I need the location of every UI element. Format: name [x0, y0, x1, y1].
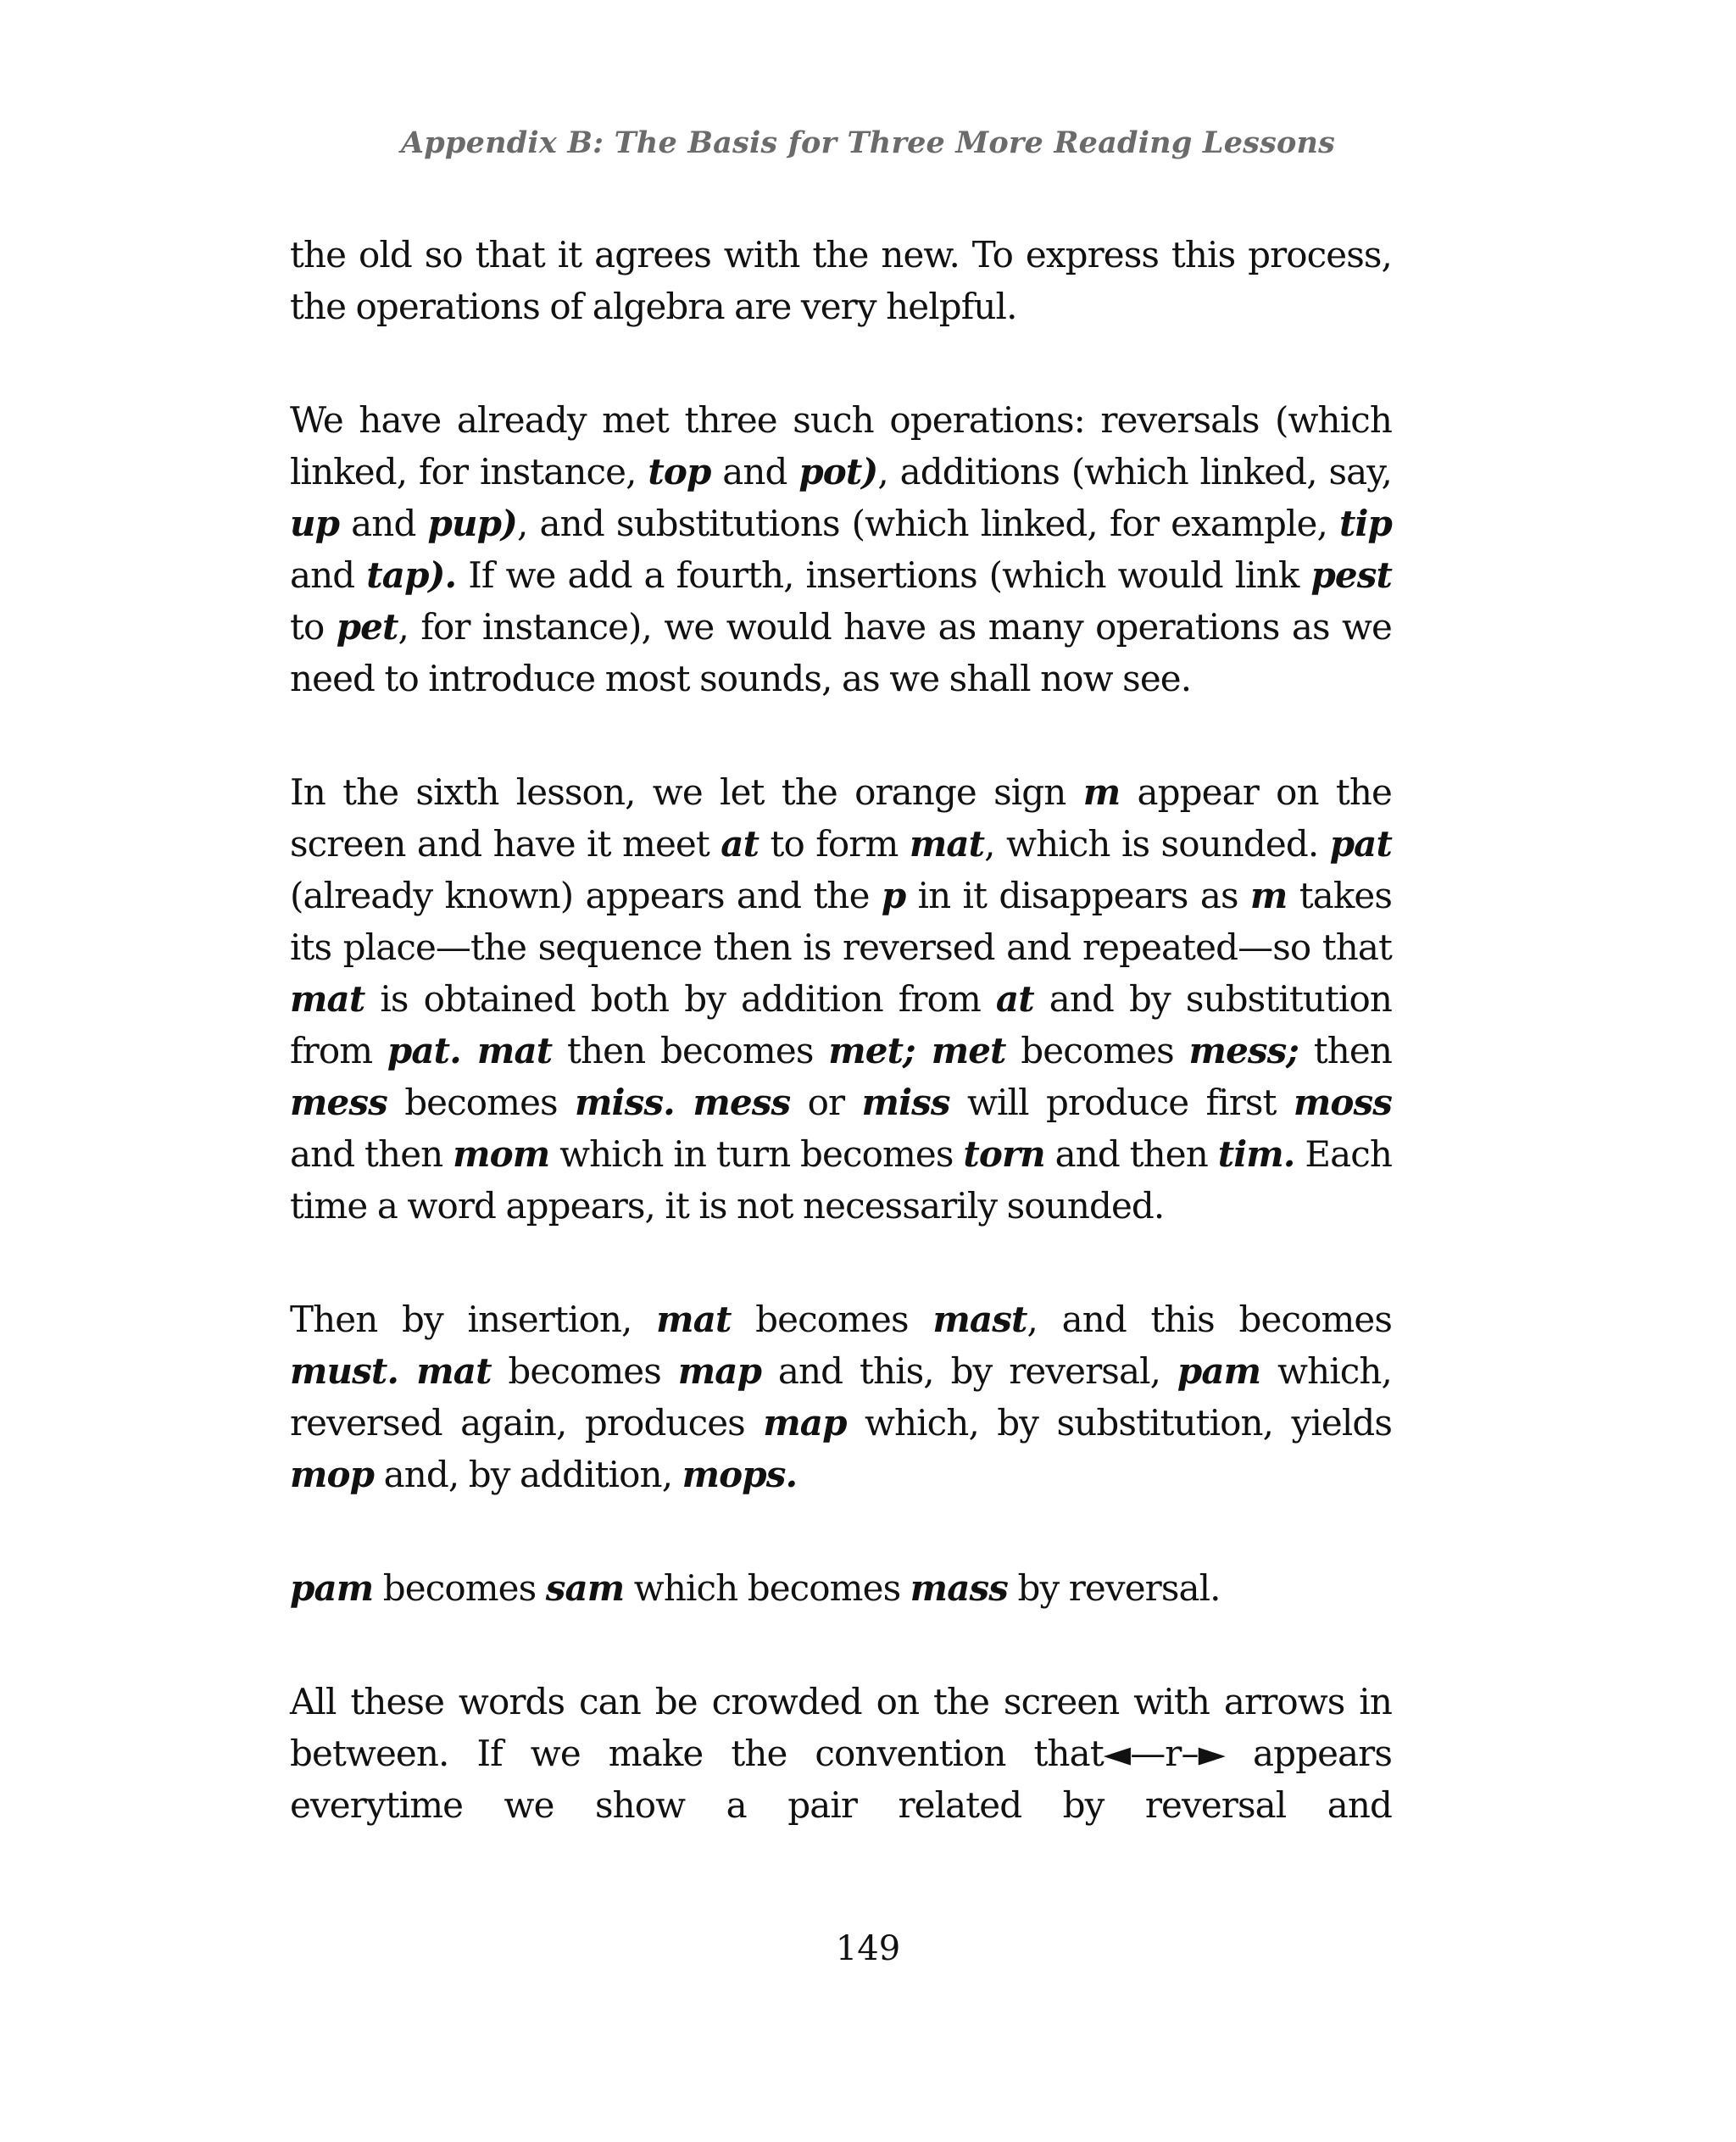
running-header: Appendix B: The Basis for Three More Reading Lessons [400, 125, 1336, 160]
emphasized-word: pest [1310, 554, 1392, 596]
text-run: which becomes [624, 1567, 910, 1609]
emphasized-word: tap). [366, 554, 457, 596]
text-run: will produce first [949, 1082, 1294, 1123]
text-run: All these words can be crowded on the screen with arrows in between. If we make the convention that◄—r–► appears everytime we show a pair related by reversal and [290, 1681, 1392, 1826]
paragraph-5 [290, 1562, 1392, 1614]
text-run: , and this becomes [1027, 1299, 1392, 1340]
text-run: becomes [1005, 1030, 1189, 1071]
emphasized-word: top [648, 451, 711, 492]
emphasized-word: tim. [1217, 1133, 1295, 1175]
text-run: which, reversed again, produces [290, 1350, 1392, 1444]
emphasized-word: must. mat [290, 1350, 492, 1392]
emphasized-word: mom [453, 1133, 550, 1175]
emphasized-word: torn [963, 1133, 1045, 1175]
emphasized-word: pam [290, 1567, 374, 1609]
emphasized-word: map [677, 1350, 762, 1392]
text-run: and [710, 451, 799, 492]
text-run: the old so that it agrees with the new. To express this process, the operations of algebra are very helpful. [290, 234, 1392, 327]
emphasized-word: mess; [1188, 1030, 1299, 1071]
emphasized-word: miss [861, 1082, 950, 1123]
emphasized-word: tip [1338, 503, 1392, 544]
emphasized-word: pet [336, 606, 398, 648]
text-run: in it disappears as [905, 875, 1250, 916]
text-run: becomes [387, 1082, 576, 1123]
text-run: becomes [731, 1299, 933, 1340]
emphasized-word: at [721, 823, 760, 865]
text-run: then [1299, 1030, 1392, 1071]
paragraph-1 [290, 229, 1392, 332]
text-run: Each time a word appears, it is not necessarily sounded. [290, 1133, 1392, 1227]
text-run: is obtained both by addition from [364, 978, 996, 1020]
text-run: by reversal. [1008, 1567, 1221, 1609]
text-run: , additions (which linked, say, [877, 451, 1392, 492]
text-run: and [339, 503, 428, 544]
text-run: then becomes [552, 1030, 829, 1071]
emphasized-word: pup) [427, 503, 518, 544]
emphasized-word: pot) [798, 451, 878, 492]
emphasized-word: m [1082, 771, 1121, 813]
emphasized-word: met; met [828, 1030, 1006, 1071]
text-run: to [290, 606, 337, 648]
text-body [290, 229, 1392, 1831]
emphasized-word: up [290, 503, 340, 544]
text-run: and, by addition, [374, 1454, 682, 1495]
emphasized-word: at [995, 978, 1034, 1020]
emphasized-word: p [881, 875, 906, 916]
paragraph-6 [290, 1676, 1392, 1831]
emphasized-word: mop [290, 1454, 375, 1495]
text-run: In the sixth lesson, we let the orange sign [290, 771, 1083, 813]
emphasized-word: moss [1293, 1082, 1393, 1123]
text-run: takes its place—the sequence then is reversed and repeated—so that [290, 875, 1393, 968]
text-run: and this, by reversal, [761, 1350, 1177, 1392]
emphasized-word: mass [910, 1567, 1009, 1609]
emphasized-word: mast [932, 1299, 1027, 1340]
text-run: (already known) appears and the [290, 875, 882, 916]
emphasized-word: pam [1177, 1350, 1261, 1392]
emphasized-word: mess [290, 1082, 387, 1123]
text-run: and [290, 554, 367, 596]
emphasized-word: map [763, 1402, 847, 1444]
text-run: which in turn becomes [549, 1133, 964, 1175]
text-run: , which is sounded. [984, 823, 1330, 865]
emphasized-word: mops. [682, 1454, 798, 1495]
emphasized-word: pat. mat [387, 1030, 553, 1071]
text-run: and then [290, 1133, 453, 1175]
emphasized-word: m [1249, 875, 1288, 916]
text-run: appear on the screen and have it meet [290, 771, 1392, 865]
page-number: 149 [835, 1929, 901, 1968]
text-run: becomes [491, 1350, 678, 1392]
text-run: , for instance), we would have as many operations as we need to introduce most sounds, as we shall now see. [290, 606, 1392, 699]
paragraph-3 [290, 766, 1392, 1232]
text-run: Then by insertion, [290, 1299, 657, 1340]
emphasized-word: mat [656, 1299, 732, 1340]
text-run: or [790, 1082, 862, 1123]
text-run: which, by substitution, yields [846, 1402, 1392, 1444]
emphasized-word: miss. mess [575, 1082, 791, 1123]
text-run: to form [759, 823, 910, 865]
text-run: If we add a fourth, insertions (which would link [456, 554, 1311, 596]
text-run: , and substitutions (which linked, for example, [517, 503, 1339, 544]
emphasized-word: mat [909, 823, 985, 865]
paragraph-2 [290, 394, 1392, 704]
emphasized-word: pat [1329, 823, 1392, 865]
emphasized-word: sam [545, 1567, 625, 1609]
text-run: and by substitution from [290, 978, 1392, 1071]
text-run: becomes [373, 1567, 546, 1609]
text-run: We have already met three such operations: reversals (which linked, for instance, [290, 399, 1392, 492]
emphasized-word: mat [290, 978, 365, 1020]
paragraph-4 [290, 1294, 1392, 1500]
text-run: and then [1044, 1133, 1218, 1175]
